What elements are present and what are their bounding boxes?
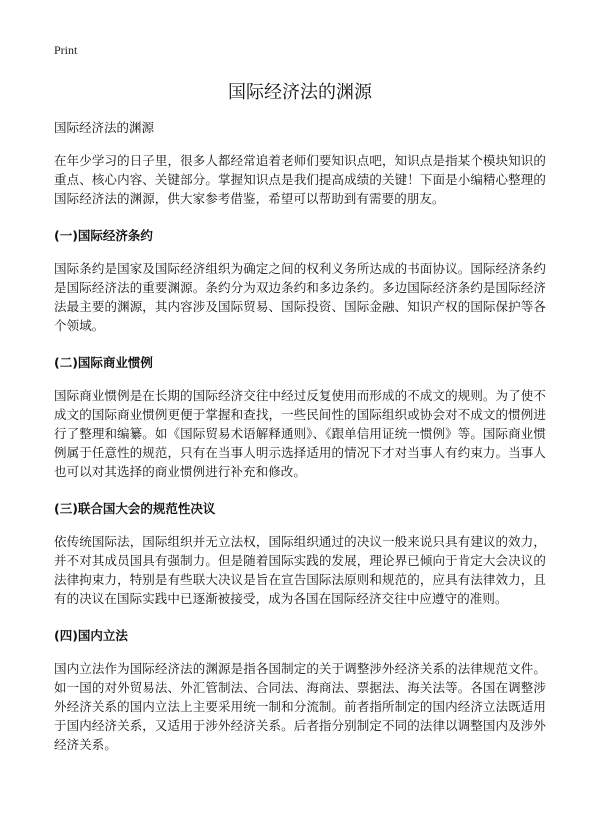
section-heading-un-resolutions: (三)联合国大会的规范性决议: [54, 501, 216, 516]
section-heading-domestic-legislation: (四)国内立法: [54, 628, 128, 643]
document-title: 国际经济法的渊源: [228, 82, 372, 103]
section-heading-treaties: (一)国际经济条约: [54, 228, 153, 243]
section-text-domestic-legislation: 国内立法作为国际经济法的渊源是指各国制定的关于调整涉外经济关系的法律规范文件。如一国的对外贸易法、外汇管制法、合同法、海商法、票据法、海关法等。各国在调整涉外经济关系的国内立法上主要采用统一制和分流制。前者指所制定的国内经济立法既适用于国内经济关系，又适用于涉外经济关系。后者指分别制定不同的法律以调整国内及涉外经济关系。: [54, 661, 546, 752]
print-link[interactable]: Print: [54, 43, 78, 57]
section-text-commercial-customs: 国际商业惯例是在长期的国际经济交往中经过反复使用而形成的不成文的规则。为了使不成文的国际商业惯例更便于掌握和查找，一些民间性的国际组织或协会对不成文的惯例进行了整理和编纂。如《国际贸易术语解释通则》、《跟单信用证统一惯例》等。国际商业惯例属于任意性的规范，只有在当事人明示选择适用的情况下才对当事人有约束力。当事人也可以对其选择的商业惯例进行补充和修改。: [54, 388, 546, 479]
section-text-treaties: 国际条约是国家及国际经济组织为确定之间的权利义务所达成的书面协议。国际经济条约是国际经济法的重要渊源。条约分为双边条约和多边条约。多边国际经济条约是国际经济法最主要的渊源，其内容涉及国际贸易、国际投资、国际金融、知识产权的国际保护等各个领域。: [54, 261, 546, 333]
document-subtitle: 国际经济法的渊源: [54, 120, 155, 135]
section-heading-commercial-customs: (二)国际商业惯例: [54, 355, 153, 370]
intro-paragraph: 在年少学习的日子里，很多人都经常追着老师们要知识点吧，知识点是指某个模块知识的重点、核心内容、关键部分。掌握知识点是我们提高成绩的关键！下面是小编精心整理的国际经济法的渊源，供大家参考借鉴，希望可以帮助到有需要的朋友。: [54, 153, 546, 206]
section-text-un-resolutions: 依传统国际法，国际组织并无立法权，国际组织通过的决议一般来说只具有建议的效力，并不对其成员国具有强制力。但是随着国际实践的发展，理论界已倾向于肯定大会决议的法律拘束力，特别是有些联大决议是旨在宣告国际法原则和规范的，应具有法律效力，且有的决议在国际实践中已逐渐被接受，成为各国在国际经济交往中应遵守的准则。: [54, 534, 546, 606]
